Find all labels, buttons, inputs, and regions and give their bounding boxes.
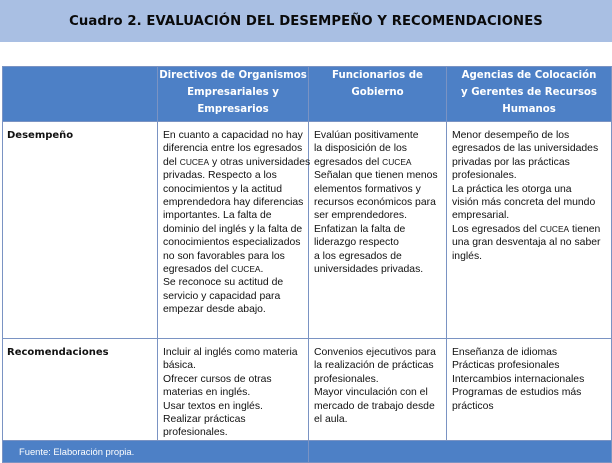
header-line: Funcionarios de Gobierno xyxy=(332,70,423,98)
cell-line: no son favorables para los xyxy=(163,250,285,262)
header-row xyxy=(3,67,612,122)
cell-line: Evalúan positivamente xyxy=(314,130,419,141)
cell-line: básica. xyxy=(163,360,196,372)
header-funcionarios xyxy=(309,67,447,122)
cell-line: egresados de las universidades xyxy=(452,143,599,155)
header-directivos xyxy=(158,67,309,122)
footer-row xyxy=(3,440,612,462)
cell-line: Se reconoce su actitud de xyxy=(163,277,284,289)
cell-line: emprendedora hay diferencias xyxy=(163,197,304,209)
cell-desempeno-agencias xyxy=(447,122,612,339)
cell-desempeno-directivos xyxy=(158,122,309,339)
source-note: Fuente: Elaboración propia. xyxy=(19,445,135,457)
footer-empty xyxy=(309,440,612,462)
cell-line: recursos económicos para xyxy=(314,197,436,209)
cell-line: Programas de estudios más xyxy=(452,387,582,399)
cell-line: inglés. xyxy=(452,250,483,262)
header-line: Empresariales y xyxy=(187,87,279,98)
cell-line: egresados del CUCEA xyxy=(314,156,412,168)
cell-line: privadas. Respecto a los xyxy=(163,170,277,182)
row-label-recomendaciones: Recomendaciones xyxy=(3,339,158,441)
cell-line: Prácticas profesionales xyxy=(452,360,560,372)
acronym-cucea: CUCEA xyxy=(539,223,570,234)
cell-line: mercado de trabajo desde xyxy=(314,400,435,412)
cell-line: Ofrecer cursos de otras xyxy=(163,373,272,385)
header-line: Directivos de Organismos xyxy=(159,70,307,81)
cell-line: conocimientos y la actitud xyxy=(163,183,282,195)
acronym-cucea: CUCEA xyxy=(231,264,261,275)
cell-line: empresarial. xyxy=(452,210,510,222)
row-label-desempeno: Desempeño xyxy=(3,122,158,339)
header-line: Agencias de Colocación xyxy=(461,70,597,81)
cell-line: Realizar prácticas xyxy=(163,414,246,426)
header-line: Empresarios xyxy=(197,104,269,115)
cell-line: Menor desempeño de los xyxy=(452,130,570,141)
cell-line: universidades privadas. xyxy=(314,264,424,276)
cell-line: Señalan que tienen menos xyxy=(314,170,438,182)
cell-line: Incluir al inglés como materia xyxy=(163,347,298,358)
cell-line: dominio del inglés y la falta de xyxy=(163,223,303,235)
title-band xyxy=(0,0,612,42)
header-line: Humanos xyxy=(502,104,556,115)
header-empty xyxy=(3,67,158,122)
cell-desempeno-funcionarios xyxy=(309,122,447,339)
cell-line: importantes. La falta de xyxy=(163,210,272,222)
cell-line: elementos formativos y xyxy=(314,183,421,195)
cell-line: Usar textos en inglés. xyxy=(163,400,263,412)
cell-line: la realización de prácticas xyxy=(314,360,434,372)
cell-line: En cuanto a capacidad no hay xyxy=(163,130,303,141)
row-recomendaciones xyxy=(3,339,612,441)
cell-recomendaciones-directivos xyxy=(158,339,309,441)
cell-line: prácticos xyxy=(452,400,494,412)
cell-line: materias en inglés. xyxy=(163,387,251,399)
cell-line: Los egresados del CUCEA tienen xyxy=(452,223,601,235)
cell-recomendaciones-funcionarios xyxy=(309,339,447,441)
cell-line: profesionales. xyxy=(314,373,379,385)
acronym-cucea: CUCEA xyxy=(179,156,210,167)
header-line: y Gerentes de Recursos xyxy=(461,87,597,98)
cell-line: Convenios ejecutivos para xyxy=(314,347,436,358)
cell-line: diferencia entre los egresados xyxy=(163,143,303,155)
cell-line: Enseñanza de idiomas xyxy=(452,347,558,358)
cell-line: a los egresados de xyxy=(314,250,402,262)
cell-line: Mayor vinculación con el xyxy=(314,387,428,399)
cell-recomendaciones-agencias xyxy=(447,339,612,441)
cell-line: ser emprendedores. xyxy=(314,210,407,222)
footer-cell xyxy=(3,440,309,462)
cell-line: conocimientos especializados xyxy=(163,237,301,249)
acronym-cucea: CUCEA xyxy=(382,156,412,167)
cell-line: del CUCEA y otras universidades xyxy=(163,156,311,168)
row-desempeno xyxy=(3,122,612,339)
cell-line: visión más concreta del mundo xyxy=(452,197,596,209)
cell-line: servicio y capacidad para xyxy=(163,290,281,302)
cell-line: Intercambios internacionales xyxy=(452,373,585,385)
cell-line: liderazgo respecto xyxy=(314,237,399,249)
evaluation-table xyxy=(2,66,612,463)
cell-line: profesionales. xyxy=(452,170,517,182)
table-title: Cuadro 2. EVALUACIÓN DEL DESEMPEÑO Y RECOMENDACIONES xyxy=(69,13,543,29)
cell-line: La práctica les otorga una xyxy=(452,183,572,195)
cell-line: Enfatizan la falta de xyxy=(314,223,406,235)
cell-line: la disposición de los xyxy=(314,143,407,155)
cell-line: una gran desventaja al no saber xyxy=(452,237,601,249)
cell-line: privadas por las prácticas xyxy=(452,156,570,168)
cell-line: profesionales. xyxy=(163,427,228,439)
cell-line: el aula. xyxy=(314,414,348,426)
header-agencias xyxy=(447,67,612,122)
cell-line: egresados del CUCEA. xyxy=(163,264,264,276)
cell-line: empezar desde abajo. xyxy=(163,304,266,316)
